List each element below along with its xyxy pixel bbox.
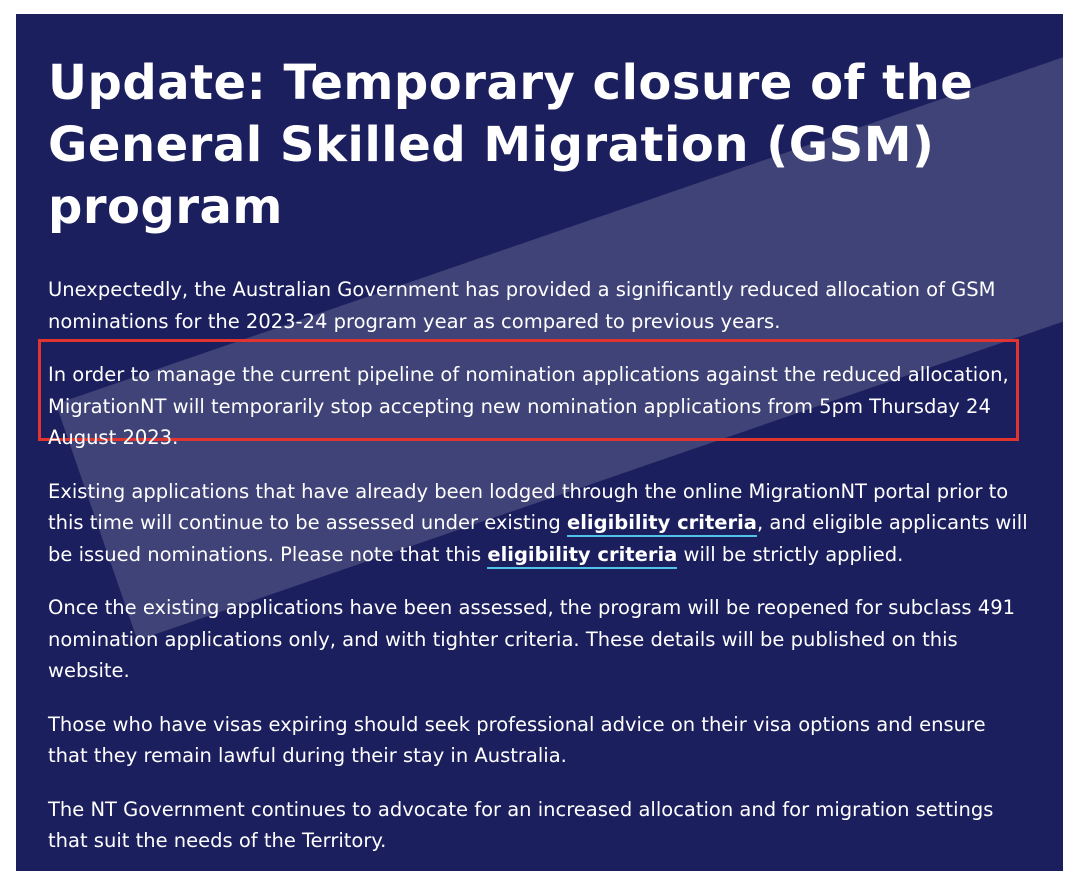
text-segment: will be strictly applied.	[677, 542, 904, 566]
text-segment: , and eligible applicants will be issued nominations. Please note that this	[48, 511, 1028, 566]
paragraph-allocation: Unexpectedly, the Australian Government has provided a significantly reduced allocation of GSM nominations for the 2023-24 program year as compared to previous years.	[48, 278, 996, 333]
eligibility-criteria-link[interactable]: eligibility criteria	[567, 511, 757, 537]
eligibility-criteria-link-2[interactable]: eligibility criteria	[487, 543, 677, 569]
paragraph-existing-applications	[48, 476, 1031, 571]
paragraph-reopening: Once the existing applications have been assessed, the program will be reopened for subclass 491 nomination applications only, and with tighter criteria. These details will be published on this website.	[48, 596, 1016, 682]
paragraph-advocacy: The NT Government continues to advocate for an increased allocation and for migration settings that suit the needs of the Territory.	[48, 797, 994, 852]
page-title: Update: Temporary closure of the General Skilled Migration (GSM) program	[48, 55, 974, 235]
paragraph-closure: In order to manage the current pipeline of nomination applications against the reduced allocation, MigrationNT will temporarily stop accepting new nomination applications from 5pm Thursday 24 August 2023.	[48, 363, 1009, 449]
text-segment: Existing applications that have already been lodged through the online MigrationNT portal prior to this time will continue to be assessed under existing	[48, 479, 1009, 534]
announcement-card	[16, 14, 1063, 871]
paragraph-visa-advice: Those who have visas expiring should seek professional advice on their visa options and ensure that they remain lawful during their stay in Australia.	[48, 712, 986, 767]
